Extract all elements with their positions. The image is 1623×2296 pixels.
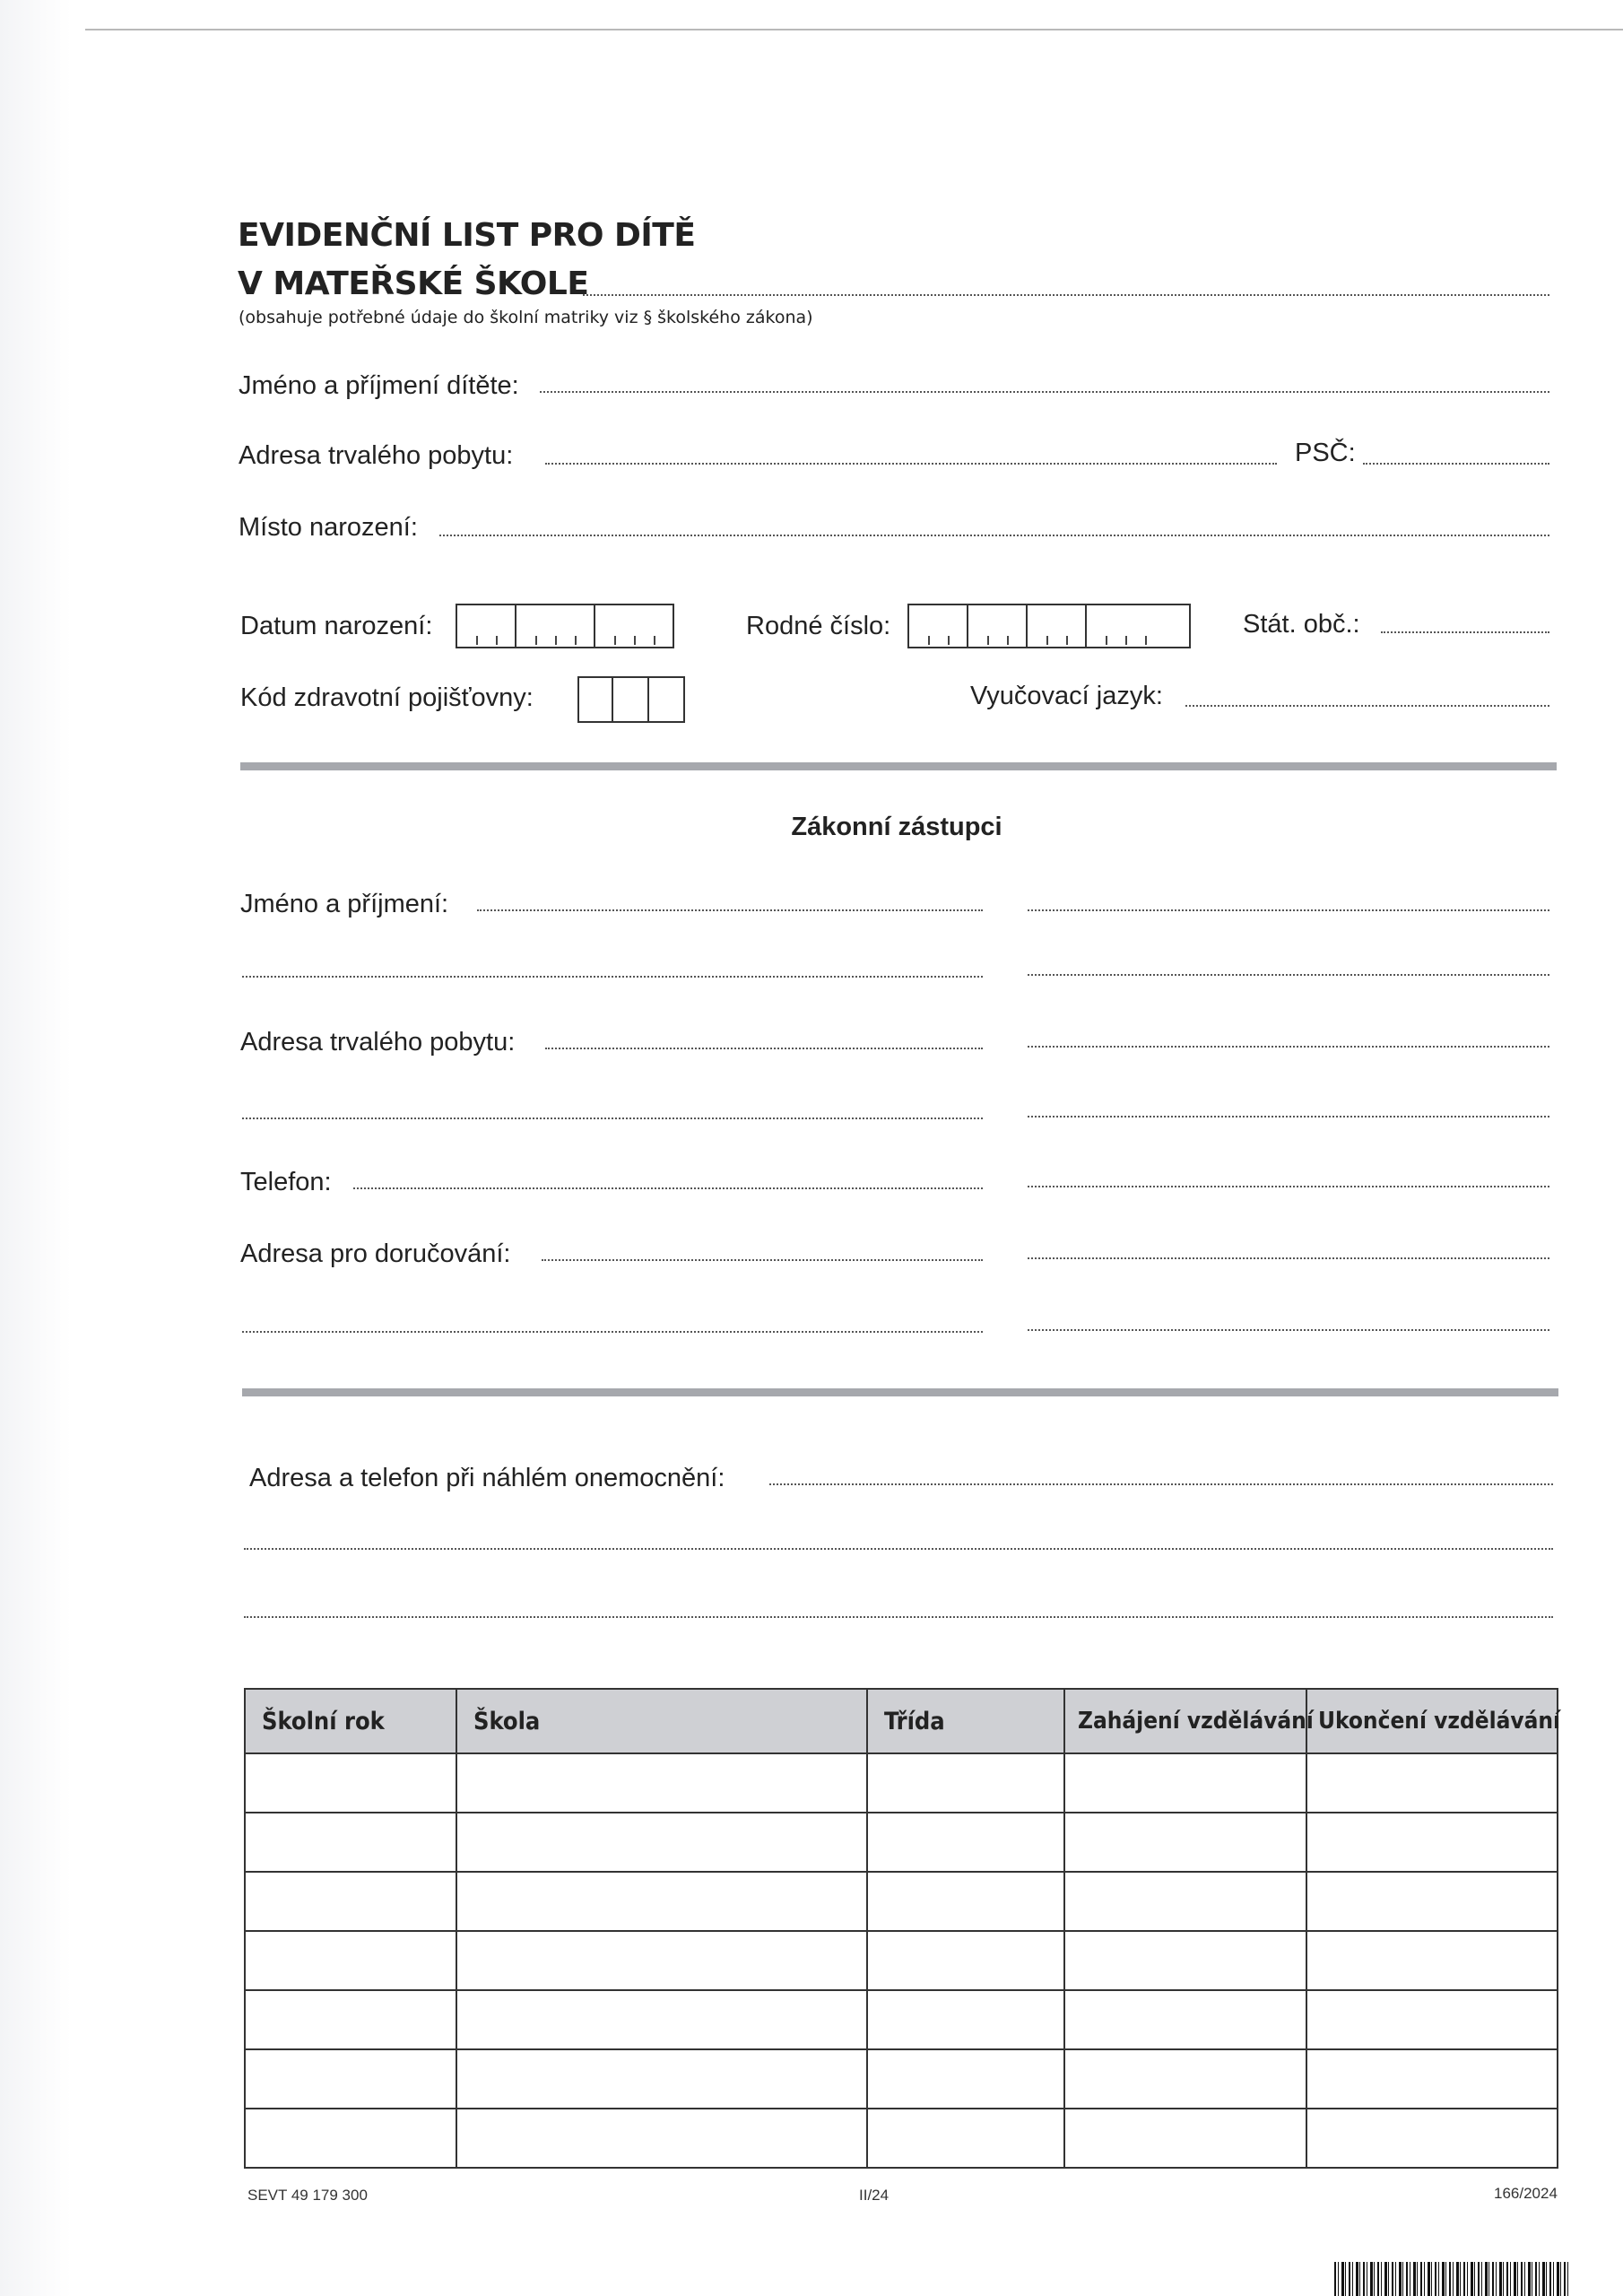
table-row xyxy=(245,2049,1558,2109)
school-name-line[interactable] xyxy=(583,294,1549,296)
table-cell[interactable] xyxy=(456,1813,867,1872)
column-header: Školní rok xyxy=(245,1689,456,1753)
table-cell[interactable] xyxy=(245,2109,456,2168)
guardian2-address-field-2[interactable] xyxy=(1028,1116,1549,1118)
edition-code: II/24 xyxy=(859,2187,890,2204)
table-cell[interactable] xyxy=(1064,1990,1306,2049)
barcode xyxy=(1334,2262,1569,2296)
table-row xyxy=(245,1753,1558,1813)
scan-edge-line xyxy=(85,29,1623,30)
school-history-table xyxy=(244,1688,1561,2169)
table-cell[interactable] xyxy=(867,1753,1064,1813)
table-cell[interactable] xyxy=(867,1931,1064,1990)
table-cell[interactable] xyxy=(245,1990,456,2049)
guardians-heading: Zákonní zástupci xyxy=(791,813,1002,841)
table-cell[interactable] xyxy=(1306,2109,1558,2168)
table-row xyxy=(245,1872,1558,1931)
guardian-name-label: Jméno a příjmení: xyxy=(240,890,449,918)
table-cell[interactable] xyxy=(245,1931,456,1990)
table-cell[interactable] xyxy=(1064,2049,1306,2109)
table-row xyxy=(245,1990,1558,2049)
birthdate-label: Datum narození: xyxy=(240,612,433,640)
column-header: Škola xyxy=(456,1689,867,1753)
table-cell[interactable] xyxy=(867,1813,1064,1872)
table-cell[interactable] xyxy=(245,1813,456,1872)
table-cell[interactable] xyxy=(867,2109,1064,2168)
table-cell[interactable] xyxy=(245,2049,456,2109)
guardian1-name-field[interactable] xyxy=(477,909,983,911)
illness-contact-label: Adresa a telefon při náhlém onemocnění: xyxy=(249,1464,725,1492)
table-cell[interactable] xyxy=(1064,1931,1306,1990)
table-cell[interactable] xyxy=(456,1872,867,1931)
child-name-field[interactable] xyxy=(540,391,1549,393)
form-title-line1: EVIDENČNÍ LIST PRO DÍTĚ xyxy=(238,217,696,254)
table-cell[interactable] xyxy=(1064,1813,1306,1872)
column-header: Třída xyxy=(867,1689,1064,1753)
table-cell[interactable] xyxy=(1306,1753,1558,1813)
table-cell[interactable] xyxy=(1306,1813,1558,1872)
birthplace-label: Místo narození: xyxy=(239,513,418,542)
table-cell[interactable] xyxy=(1306,1931,1558,1990)
citizenship-field[interactable] xyxy=(1381,631,1549,633)
illness-contact-field-3[interactable] xyxy=(244,1616,1553,1618)
table-cell[interactable] xyxy=(867,2049,1064,2109)
table-cell[interactable] xyxy=(1306,1872,1558,1931)
guardian2-name-field-2[interactable] xyxy=(1028,974,1549,976)
table-row xyxy=(245,1931,1558,1990)
guardian1-address-field-2[interactable] xyxy=(242,1118,983,1119)
column-header: Ukončení vzdělávání xyxy=(1306,1689,1558,1753)
table-cell[interactable] xyxy=(1306,2049,1558,2109)
child-name-label: Jméno a příjmení dítěte: xyxy=(239,371,519,400)
guardian2-address-field[interactable] xyxy=(1028,1046,1549,1048)
form-title-line2: V MATEŘSKÉ ŠKOLE xyxy=(238,265,589,302)
table-cell[interactable] xyxy=(245,1753,456,1813)
insurance-code-boxes[interactable] xyxy=(577,676,685,721)
publisher-code: SEVT 49 179 300 xyxy=(247,2187,368,2204)
guardian-address-label: Adresa trvalého pobytu: xyxy=(240,1028,516,1057)
table-cell[interactable] xyxy=(867,1872,1064,1931)
guardian1-delivery-field[interactable] xyxy=(542,1259,983,1261)
guardian1-name-field-2[interactable] xyxy=(242,976,983,978)
guardian1-delivery-field-2[interactable] xyxy=(242,1331,983,1333)
form-subtitle: (obsahuje potřebné údaje do školní matriky viz § školského zákona) xyxy=(239,308,813,327)
table-cell[interactable] xyxy=(456,1931,867,1990)
psc-field[interactable] xyxy=(1363,463,1549,465)
table-cell[interactable] xyxy=(867,1990,1064,2049)
psc-label: PSČ: xyxy=(1295,439,1356,467)
table-header-row xyxy=(245,1689,1558,1753)
table-cell[interactable] xyxy=(456,1753,867,1813)
scan-shadow xyxy=(0,0,72,2296)
table-cell[interactable] xyxy=(245,1872,456,1931)
language-field[interactable] xyxy=(1185,705,1549,707)
illness-contact-field-2[interactable] xyxy=(244,1548,1553,1550)
guardian1-address-field[interactable] xyxy=(545,1048,983,1049)
guardian2-name-field[interactable] xyxy=(1028,909,1549,911)
table-cell[interactable] xyxy=(1306,1990,1558,2049)
column-header: Zahájení vzdělávání xyxy=(1064,1689,1306,1753)
birth-number-boxes[interactable] xyxy=(907,604,1191,648)
birthplace-field[interactable] xyxy=(439,535,1549,536)
guardian-delivery-label: Adresa pro doručování: xyxy=(240,1239,511,1268)
table-cell[interactable] xyxy=(1064,1872,1306,1931)
guardian-phone-label: Telefon: xyxy=(240,1168,332,1196)
guardian2-delivery-field[interactable] xyxy=(1028,1257,1549,1259)
guardian1-phone-field[interactable] xyxy=(353,1187,983,1189)
insurance-label: Kód zdravotní pojišťovny: xyxy=(240,683,534,712)
table-cell[interactable] xyxy=(1064,2109,1306,2168)
table-row xyxy=(245,1813,1558,1872)
table-cell[interactable] xyxy=(456,1990,867,2049)
form-number: 166/2024 xyxy=(1494,2185,1558,2202)
table-cell[interactable] xyxy=(1064,1753,1306,1813)
illness-contact-field[interactable] xyxy=(769,1483,1553,1485)
birthdate-boxes[interactable] xyxy=(456,604,674,648)
table-cell[interactable] xyxy=(456,2109,867,2168)
separator-bar xyxy=(240,762,1557,770)
birth-number-label: Rodné číslo: xyxy=(746,612,891,640)
separator-bar xyxy=(242,1388,1558,1396)
guardian2-phone-field[interactable] xyxy=(1028,1186,1549,1187)
table-row xyxy=(245,2109,1558,2168)
citizenship-label: Stát. obč.: xyxy=(1243,610,1360,639)
language-label: Vyučovací jazyk: xyxy=(970,682,1163,710)
child-address-field[interactable] xyxy=(545,463,1277,465)
guardian2-delivery-field-2[interactable] xyxy=(1028,1329,1549,1331)
child-address-label: Adresa trvalého pobytu: xyxy=(239,441,514,470)
table-cell[interactable] xyxy=(456,2049,867,2109)
